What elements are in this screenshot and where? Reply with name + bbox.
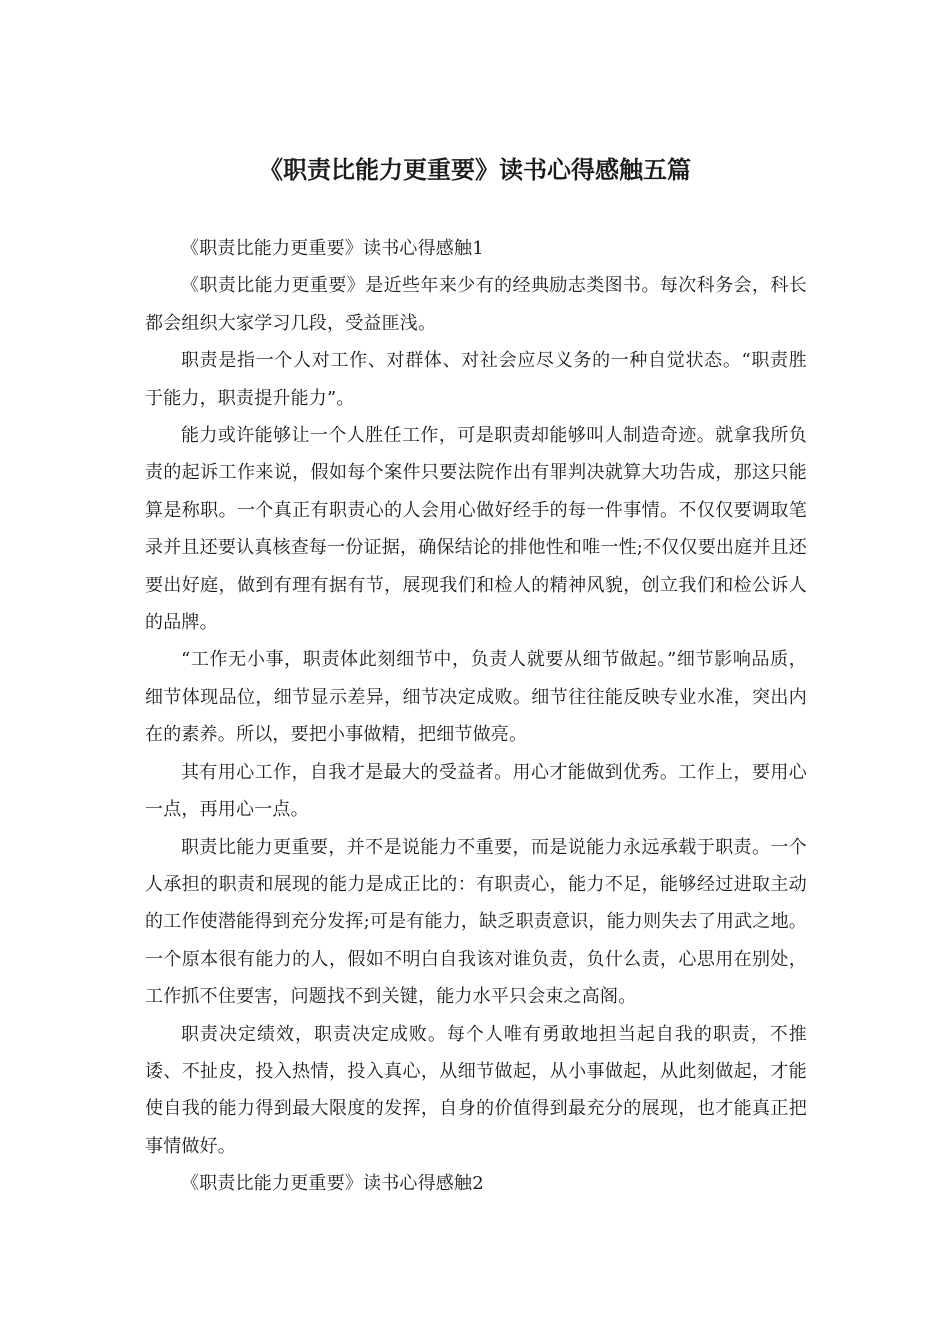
paragraph: “工作无小事，职责体此刻细节中，负责人就要从细节做起。”细节影响品质，细节体现品位，细节显示差异，细节决定成败。细节往往能反映专业水准，突出内在的素养。所以，要把小事做精，把细节做亮。 <box>145 649 807 746</box>
paragraph: 职责比能力更重要，并不是说能力不重要，而是说能力永远承载于职责。一个人承担的职责和展现的能力是成正比的：有职责心，能力不足，能够经过进取主动的工作使潜能得到充分发挥;可是有能力，缺乏职责意识，能力则失去了用武之地。一个原本很有能力的人，假如不明白自我该对谁负责，负什么责，心思用在别处，工作抓不住要害，问题找不到关键，能力水平只会束之高阁。 <box>145 836 807 1008</box>
paragraph: 《职责比能力更重要》是近些年来少有的经典励志类图书。每次科务会，科长都会组织大家学习几段，受益匪浅。 <box>145 275 807 334</box>
paragraph: 其有用心工作，自我才是最大的受益者。用心才能做到优秀。工作上，要用心一点，再用心一点。 <box>145 761 807 821</box>
document-body <box>145 230 807 1203</box>
section-heading-2: 《职责比能力更重要》读书心得感触2 <box>181 1173 484 1195</box>
paragraph: 职责决定绩效，职责决定成败。每个人唯有勇敢地担当起自我的职责，不推诿、不扯皮，投入热情，投入真心，从细节做起，从小事做起，从此刻做起，才能使自我的能力得到最大限度的发挥，自身的价值得到最充分的展现，也才能真正把事情做好。 <box>145 1023 807 1157</box>
document-title: 《职责比能力更重要》读书心得感触五篇 <box>259 156 691 184</box>
section-heading-1: 《职责比能力更重要》读书心得感触1 <box>181 238 484 259</box>
paragraph: 职责是指一个人对工作、对群体、对社会应尽义务的一种自觉状态。“职责胜于能力，职责提升能力”。 <box>145 350 807 409</box>
paragraph: 能力或许能够让一个人胜任工作，可是职责却能够叫人制造奇迹。就拿我所负责的起诉工作来说，假如每个案件只要法院作出有罪判决就算大功告成，那这只能算是称职。一个真正有职责心的人会用心做好经手的每一件事情。不仅仅要调取笔录并且还要认真核查每一份证据，确保结论的排他性和唯一性;不仅仅要出庭并且还要出好庭，做到有理有据有节，展现我们和检人的精神风貌，创立我们和检公诉人的品牌。 <box>145 425 807 634</box>
